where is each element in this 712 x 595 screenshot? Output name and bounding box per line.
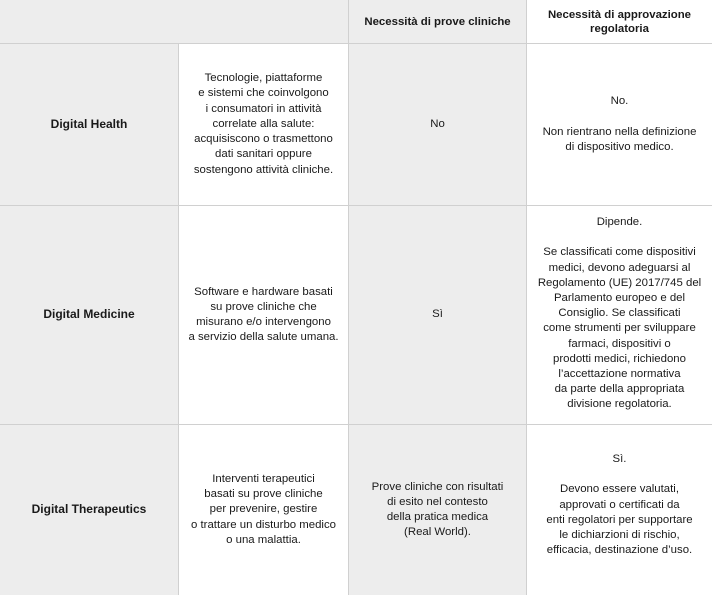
clinical-digital-health: No [349, 44, 527, 206]
header-clinical-evidence: Necessità di prove cliniche [349, 0, 527, 44]
description-digital-health: Tecnologie, piattaforme e sistemi che coinvolgono i consumatori in attività correlate alla salute: acquisiscono o trasmettono dati sanitari oppure sostengono attività cliniche. [179, 44, 349, 206]
row-label-digital-health: Digital Health [0, 44, 179, 206]
header-blank-cell [0, 0, 349, 44]
clinical-digital-medicine: Sì [349, 206, 527, 425]
regulatory-digital-health: No. Non rientrano nella definizione di dispositivo medico. [527, 44, 712, 206]
description-digital-therapeutics: Interventi terapeutici basati su prove cliniche per prevenire, gestire o trattare un disturbo medico o una malattia. [179, 425, 349, 595]
clinical-digital-therapeutics: Prove cliniche con risultati di esito nel contesto della pratica medica (Real World). [349, 425, 527, 595]
description-digital-medicine: Software e hardware basati su prove cliniche che misurano e/o intervengono a servizio della salute umana. [179, 206, 349, 425]
regulatory-digital-medicine: Dipende. Se classificati come dispositivi medici, devono adeguarsi al Regolamento (UE) 2017/745 del Parlamento europeo e del Consiglio. Se classificati come strumenti per sviluppare farmaci, dispositivi o prodotti medici, richiedono l’accettazione normativa da parte della appropriata divisione regolatoria. [527, 206, 712, 425]
row-label-digital-therapeutics: Digital Therapeutics [0, 425, 179, 595]
row-label-digital-medicine: Digital Medicine [0, 206, 179, 425]
regulatory-digital-therapeutics: Sì. Devono essere valutati, approvati o certificati da enti regolatori per supportare le dichiarzioni di rischio, efficacia, destinazione d’uso. [527, 425, 712, 595]
header-regulatory-approval: Necessità di approvazione regolatoria [527, 0, 712, 44]
